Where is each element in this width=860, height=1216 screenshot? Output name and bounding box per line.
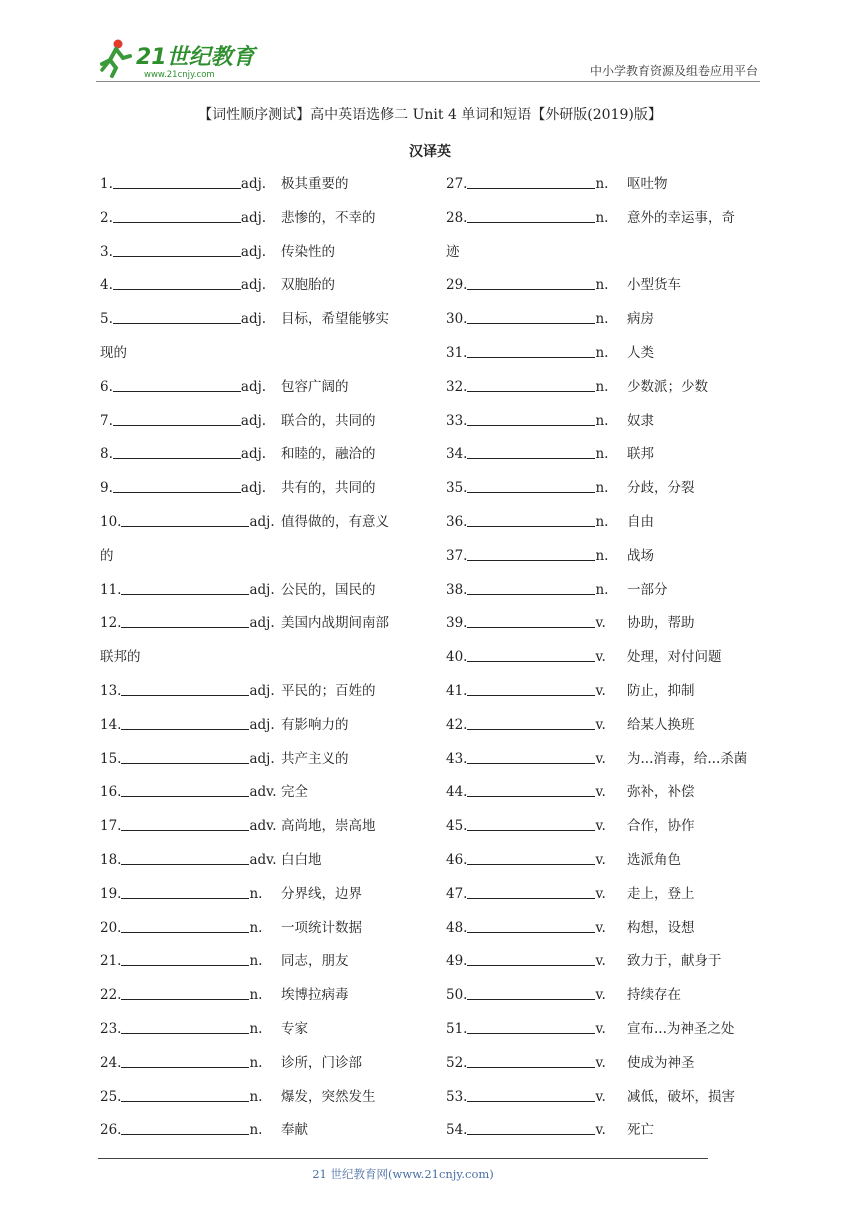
vocab-item	[446, 168, 766, 202]
item-number: 26.	[100, 1122, 122, 1139]
part-of-speech: v.	[595, 649, 606, 666]
item-number: 24.	[100, 1054, 122, 1071]
vocab-item	[446, 540, 766, 574]
answer-blank[interactable]	[121, 681, 249, 696]
vocab-item	[100, 472, 410, 506]
chinese-meaning: 人类	[627, 344, 654, 361]
part-of-speech: adj.	[249, 750, 275, 767]
meaning-continuation: 迹	[446, 243, 460, 260]
vocab-item	[100, 405, 410, 439]
item-number: 42.	[446, 716, 468, 733]
vocab-item	[100, 1013, 410, 1047]
answer-blank[interactable]	[121, 580, 249, 595]
answer-blank[interactable]	[113, 174, 241, 189]
part-of-speech: v.	[595, 1020, 606, 1037]
part-of-speech: n.	[249, 1088, 263, 1105]
footer-text: 21 世纪教育网(www.21cnjy.com)	[312, 1167, 494, 1181]
section-subtitle: 汉译英	[409, 144, 451, 160]
logo-url: www.21cnjy.com	[144, 70, 215, 80]
vocab-item	[446, 405, 766, 439]
item-number: 3.	[100, 243, 113, 260]
part-of-speech: adj.	[240, 378, 267, 395]
vocab-item	[446, 776, 766, 810]
part-of-speech: adj.	[240, 446, 267, 463]
answer-blank[interactable]	[467, 275, 595, 290]
item-number: 11.	[100, 581, 122, 598]
part-of-speech: adj.	[249, 716, 275, 733]
meaning-continuation: 现的	[100, 344, 127, 361]
chinese-meaning: 为...消毒，给...杀菌	[627, 750, 748, 767]
chinese-meaning: 联合的，共同的	[281, 412, 376, 429]
answer-blank[interactable]	[467, 951, 595, 966]
item-number: 32.	[446, 378, 468, 395]
chinese-meaning: 悲惨的，不幸的	[281, 209, 376, 226]
vocab-item	[446, 743, 766, 777]
item-number: 31.	[446, 344, 468, 361]
vocab-item	[100, 202, 410, 236]
part-of-speech: n.	[249, 1054, 263, 1071]
answer-blank[interactable]	[113, 275, 241, 290]
answer-blank[interactable]	[121, 715, 249, 730]
chinese-meaning: 奉献	[281, 1122, 308, 1139]
part-of-speech: n.	[595, 513, 609, 530]
part-of-speech: v.	[595, 615, 606, 632]
item-number: 10.	[100, 513, 122, 530]
item-number: 34.	[446, 446, 468, 463]
answer-blank[interactable]	[113, 444, 241, 459]
item-number: 1.	[100, 176, 113, 192]
vocab-item	[100, 1047, 410, 1081]
chinese-meaning: 构想，设想	[627, 919, 695, 936]
part-of-speech: n.	[595, 547, 609, 564]
part-of-speech: n.	[595, 581, 609, 598]
answer-blank[interactable]	[467, 782, 595, 797]
answer-blank[interactable]	[467, 512, 595, 527]
answer-blank[interactable]	[121, 613, 249, 628]
item-number: 17.	[100, 818, 122, 835]
item-number: 46.	[446, 851, 468, 868]
part-of-speech: adj.	[240, 311, 267, 328]
vocab-item	[100, 303, 410, 337]
logo-text: 21世纪教育	[136, 45, 255, 70]
vocab-item	[100, 912, 410, 946]
vocab-item	[446, 979, 766, 1013]
item-number: 27.	[446, 176, 468, 192]
item-number: 18.	[100, 851, 122, 868]
item-number: 53.	[446, 1088, 468, 1105]
vocab-item	[446, 878, 766, 912]
part-of-speech: adj.	[240, 209, 267, 226]
chinese-meaning: 和睦的，融洽的	[281, 446, 376, 463]
vocab-item	[100, 979, 410, 1013]
vocab-item	[446, 303, 766, 337]
right-column	[446, 168, 766, 1148]
chinese-meaning: 奴隶	[627, 412, 654, 429]
vocab-item	[100, 844, 410, 878]
item-number: 37.	[446, 547, 468, 564]
chinese-meaning: 高尚地，崇高地	[281, 818, 376, 835]
part-of-speech: n.	[249, 1020, 263, 1037]
item-number: 47.	[446, 885, 468, 902]
vocab-item	[446, 269, 766, 303]
vocab-item	[100, 236, 410, 270]
item-number: 25.	[100, 1088, 122, 1105]
part-of-speech: v.	[595, 987, 606, 1004]
answer-blank[interactable]	[467, 208, 595, 223]
item-number: 9.	[100, 480, 113, 497]
chinese-meaning: 呕吐物	[627, 176, 668, 192]
item-number: 14.	[100, 716, 122, 733]
chinese-meaning: 合作，协作	[627, 818, 695, 835]
part-of-speech: v.	[595, 851, 606, 868]
answer-blank[interactable]	[121, 512, 249, 527]
answer-blank[interactable]	[113, 377, 241, 392]
item-number: 21.	[100, 953, 122, 970]
vocab-item	[446, 472, 766, 506]
vocab-item	[446, 574, 766, 608]
chinese-meaning: 一项统计数据	[281, 919, 362, 936]
part-of-speech: adj.	[249, 581, 275, 598]
chinese-meaning: 有影响力的	[281, 716, 349, 733]
answer-blank[interactable]	[467, 174, 595, 189]
answer-blank[interactable]	[467, 918, 595, 933]
left-column	[100, 168, 410, 1148]
chinese-meaning: 少数派；少数	[627, 378, 708, 395]
chinese-meaning: 死亡	[627, 1122, 654, 1139]
part-of-speech: adv.	[249, 851, 277, 868]
item-number: 20.	[100, 919, 122, 936]
part-of-speech: adj.	[240, 412, 267, 429]
item-number: 4.	[100, 277, 113, 294]
vocab-item	[446, 945, 766, 979]
chinese-meaning: 小型货车	[627, 277, 681, 294]
chinese-meaning: 完全	[281, 784, 308, 801]
answer-blank[interactable]	[121, 749, 249, 764]
answer-blank[interactable]	[121, 782, 249, 797]
answer-blank[interactable]	[467, 850, 595, 865]
answer-blank[interactable]	[121, 1087, 249, 1102]
answer-blank[interactable]	[121, 816, 249, 831]
item-number: 54.	[446, 1122, 468, 1139]
part-of-speech: n.	[595, 446, 609, 463]
vocab-item	[446, 1081, 766, 1115]
answer-blank[interactable]	[467, 613, 595, 628]
chinese-meaning: 目标，希望能够实	[281, 311, 389, 328]
part-of-speech: n.	[595, 311, 609, 328]
item-number: 2.	[100, 209, 113, 226]
part-of-speech: adj.	[240, 176, 267, 192]
part-of-speech: v.	[595, 953, 606, 970]
answer-blank[interactable]	[467, 715, 595, 730]
chinese-meaning: 埃博拉病毒	[281, 987, 349, 1004]
vocab-item	[100, 878, 410, 912]
item-number: 28.	[446, 209, 468, 226]
platform-label: 中小学教育资源及组卷应用平台	[589, 64, 758, 78]
item-number: 36.	[446, 513, 468, 530]
chinese-meaning: 专家	[281, 1020, 308, 1037]
chinese-meaning: 持续存在	[627, 987, 681, 1004]
part-of-speech: n.	[595, 277, 609, 294]
vocab-item	[100, 743, 410, 777]
chinese-meaning: 传染性的	[281, 243, 335, 260]
item-number: 29.	[446, 277, 468, 294]
answer-blank[interactable]	[467, 681, 595, 696]
vocab-item	[100, 168, 410, 202]
chinese-meaning: 协助，帮助	[627, 615, 695, 632]
answer-blank[interactable]	[467, 309, 595, 324]
item-number: 44.	[446, 784, 468, 801]
chinese-meaning: 爆发，突然发生	[281, 1088, 376, 1105]
item-number: 15.	[100, 750, 122, 767]
part-of-speech: adj.	[240, 480, 267, 497]
logo-21cnjy	[96, 36, 266, 80]
chinese-meaning: 分歧，分裂	[627, 480, 695, 497]
vocab-item	[446, 641, 766, 675]
item-number: 12.	[100, 615, 122, 632]
vocab-item	[100, 675, 410, 709]
vocab-item	[100, 269, 410, 303]
chinese-meaning: 同志，朋友	[281, 953, 349, 970]
part-of-speech: adj.	[249, 615, 275, 632]
vocab-item	[446, 1047, 766, 1081]
vocab-item	[446, 844, 766, 878]
item-number: 22.	[100, 987, 122, 1004]
chinese-meaning: 联邦	[627, 446, 654, 463]
part-of-speech: adj.	[240, 243, 267, 260]
answer-blank[interactable]	[467, 647, 595, 662]
part-of-speech: v.	[595, 1122, 606, 1139]
part-of-speech: n.	[249, 953, 263, 970]
answer-blank[interactable]	[467, 1087, 595, 1102]
part-of-speech: n.	[595, 344, 609, 361]
chinese-meaning: 走上，登上	[627, 885, 695, 902]
vocab-item	[446, 506, 766, 540]
part-of-speech: n.	[595, 378, 609, 395]
part-of-speech: n.	[249, 919, 263, 936]
item-number: 48.	[446, 919, 468, 936]
part-of-speech: adv.	[249, 784, 277, 801]
part-of-speech: v.	[595, 716, 606, 733]
vocab-item	[100, 1081, 410, 1115]
vocab-item	[446, 607, 766, 641]
part-of-speech: v.	[595, 682, 606, 699]
answer-blank[interactable]	[121, 918, 249, 933]
vocab-item	[446, 371, 766, 405]
page-header	[96, 30, 760, 82]
chinese-meaning: 分界线，边界	[281, 885, 362, 902]
answer-blank[interactable]	[121, 884, 249, 899]
part-of-speech: v.	[595, 784, 606, 801]
answer-blank[interactable]	[467, 546, 595, 561]
answer-blank[interactable]	[121, 1120, 249, 1135]
vocab-item	[446, 337, 766, 371]
item-number: 45.	[446, 818, 468, 835]
item-number: 51.	[446, 1020, 468, 1037]
meaning-continuation: 联邦的	[100, 649, 141, 666]
part-of-speech: adv.	[249, 818, 277, 835]
answer-blank[interactable]	[121, 850, 249, 865]
vocab-item	[100, 607, 410, 641]
vocab-item	[446, 810, 766, 844]
item-number: 50.	[446, 987, 468, 1004]
header-divider	[96, 81, 760, 82]
answer-blank[interactable]	[467, 749, 595, 764]
chinese-meaning: 处理，对付问题	[627, 649, 722, 666]
vocab-item	[100, 438, 410, 472]
item-number: 16.	[100, 784, 122, 801]
answer-blank[interactable]	[467, 1120, 595, 1135]
part-of-speech: n.	[595, 480, 609, 497]
vocab-item	[100, 810, 410, 844]
item-number: 8.	[100, 446, 113, 463]
chinese-meaning: 自由	[627, 513, 654, 530]
item-number: 33.	[446, 412, 468, 429]
part-of-speech: v.	[595, 1088, 606, 1105]
answer-blank[interactable]	[467, 1019, 595, 1034]
footer-divider	[98, 1158, 708, 1159]
answer-blank[interactable]	[113, 411, 241, 426]
vocab-item	[100, 1114, 410, 1148]
vocab-item	[100, 371, 410, 405]
item-number: 30.	[446, 311, 468, 328]
chinese-meaning: 值得做的，有意义	[281, 513, 389, 530]
part-of-speech: adj.	[249, 682, 275, 699]
vocab-item	[446, 438, 766, 472]
chinese-meaning: 双胞胎的	[281, 277, 335, 294]
chinese-meaning: 意外的幸运事，奇	[627, 209, 735, 226]
item-number: 7.	[100, 412, 113, 429]
part-of-speech: adj.	[249, 513, 275, 530]
part-of-speech: v.	[595, 885, 606, 902]
answer-blank[interactable]	[467, 411, 595, 426]
chinese-meaning: 选派角色	[627, 851, 681, 868]
part-of-speech: n.	[595, 412, 609, 429]
answer-blank[interactable]	[467, 816, 595, 831]
vocab-item	[100, 709, 410, 743]
part-of-speech: n.	[595, 176, 609, 192]
answer-blank[interactable]	[121, 951, 249, 966]
chinese-meaning: 平民的；百姓的	[281, 682, 376, 699]
answer-blank[interactable]	[467, 985, 595, 1000]
part-of-speech: n.	[249, 1122, 263, 1139]
answer-blank[interactable]	[467, 1053, 595, 1068]
chinese-meaning: 战场	[627, 547, 654, 564]
chinese-meaning: 弥补，补偿	[627, 784, 695, 801]
answer-blank[interactable]	[121, 1053, 249, 1068]
vocab-item	[100, 574, 410, 608]
vocab-item	[446, 675, 766, 709]
chinese-meaning: 共产主义的	[281, 750, 349, 767]
answer-blank[interactable]	[121, 1019, 249, 1034]
item-number: 43.	[446, 750, 468, 767]
answer-blank[interactable]	[121, 985, 249, 1000]
answer-blank[interactable]	[467, 444, 595, 459]
answer-blank[interactable]	[113, 478, 241, 493]
vocab-item	[446, 1013, 766, 1047]
part-of-speech: n.	[249, 987, 263, 1004]
chinese-meaning: 宣布...为神圣之处	[627, 1020, 735, 1037]
meaning-continuation: 的	[100, 547, 114, 564]
item-number: 35.	[446, 480, 468, 497]
chinese-meaning: 诊所，门诊部	[281, 1054, 362, 1071]
answer-blank[interactable]	[113, 208, 241, 223]
vocab-item	[446, 709, 766, 743]
chinese-meaning: 极其重要的	[281, 176, 349, 192]
chinese-meaning: 公民的，国民的	[281, 581, 376, 598]
vocab-item	[100, 506, 410, 540]
chinese-meaning: 一部分	[627, 581, 668, 598]
part-of-speech: v.	[595, 919, 606, 936]
chinese-meaning: 给某人换班	[627, 716, 695, 733]
chinese-meaning: 共有的，共同的	[281, 480, 376, 497]
item-number: 38.	[446, 581, 468, 598]
chinese-meaning: 减低，破坏，损害	[627, 1088, 735, 1105]
vocab-item	[446, 1114, 766, 1148]
item-number: 13.	[100, 682, 122, 699]
chinese-meaning: 病房	[627, 311, 654, 328]
part-of-speech: v.	[595, 750, 606, 767]
part-of-speech: n.	[595, 209, 609, 226]
chinese-meaning: 致力于，献身于	[627, 953, 722, 970]
chinese-meaning: 防止，抑制	[627, 682, 695, 699]
vocab-item	[100, 776, 410, 810]
item-number: 49.	[446, 953, 468, 970]
chinese-meaning: 包容广阔的	[281, 378, 349, 395]
chinese-meaning: 白白地	[281, 851, 322, 868]
vocab-item	[100, 945, 410, 979]
item-number: 6.	[100, 378, 113, 395]
part-of-speech: adj.	[240, 277, 267, 294]
item-number: 40.	[446, 649, 468, 666]
chinese-meaning: 使成为神圣	[627, 1054, 695, 1071]
item-number: 5.	[100, 311, 113, 328]
answer-blank[interactable]	[113, 242, 241, 257]
item-number: 19.	[100, 885, 122, 902]
part-of-speech: n.	[249, 885, 263, 902]
answer-blank[interactable]	[467, 478, 595, 493]
item-number: 52.	[446, 1054, 468, 1071]
item-number: 39.	[446, 615, 468, 632]
part-of-speech: v.	[595, 1054, 606, 1071]
item-number: 23.	[100, 1020, 122, 1037]
answer-blank[interactable]	[467, 580, 595, 595]
vocab-item	[446, 912, 766, 946]
answer-blank[interactable]	[467, 884, 595, 899]
vocab-item	[446, 202, 766, 236]
part-of-speech: v.	[595, 818, 606, 835]
page-title: 【词性顺序测试】高中英语选修二 Unit 4 单词和短语【外研版(2019)版】	[198, 107, 662, 123]
item-number: 41.	[446, 682, 468, 699]
answer-blank[interactable]	[467, 343, 595, 358]
answer-blank[interactable]	[113, 309, 241, 324]
answer-blank[interactable]	[467, 377, 595, 392]
chinese-meaning: 美国内战期间南部	[281, 615, 389, 632]
